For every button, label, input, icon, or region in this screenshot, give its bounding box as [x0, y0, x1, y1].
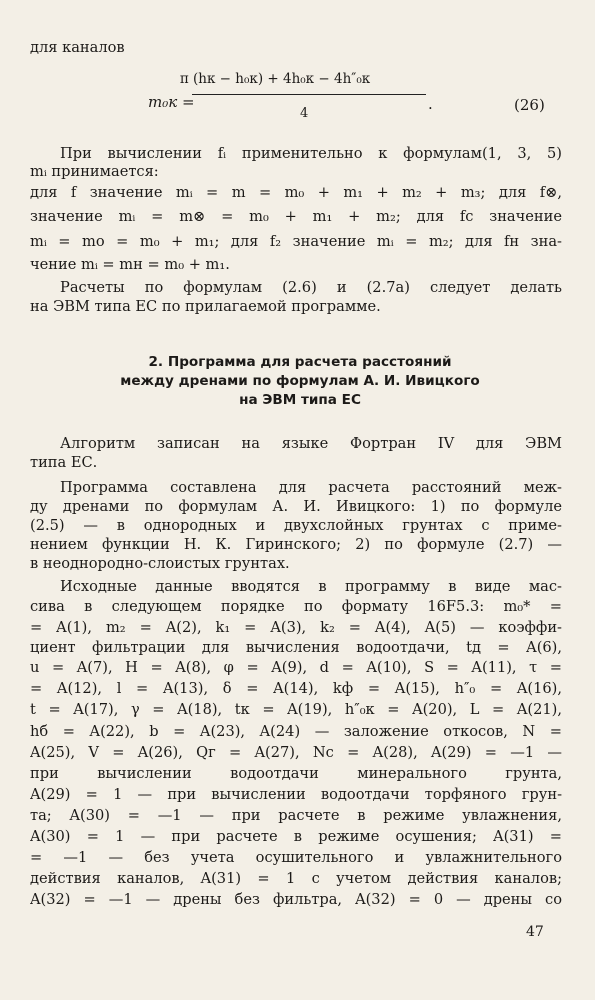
equation-trailing: . — [428, 95, 433, 113]
body-line: на ЭВМ типа ЕС по прилагаемой программе. — [30, 298, 381, 315]
body-line: для f значение mᵢ = m = m₀ + m₁ + m₂ + m₃; для f⊗, — [30, 184, 562, 201]
equation-lhs: m₀к = — [148, 93, 195, 111]
program-line: t = A(17), γ = A(18), tк = A(19), h″₀к = A(20), L = A(21), — [30, 701, 562, 718]
equation-number: (26) — [514, 96, 545, 114]
program-line: u = A(7), H = A(8), φ = A(9), d = A(10), S = A(11), τ = — [30, 659, 562, 676]
body-line: mᵢ = mо = m₀ + m₁; для f₂ значение mᵢ = m₂; для fн зна- — [30, 233, 562, 250]
body-line: чение mᵢ = mн = m₀ + m₁. — [30, 256, 230, 273]
program-line: нением функции Н. К. Гиринского; 2) по формуле (2.7) — — [30, 536, 562, 553]
body-line: При вычислении fᵢ применительно к формулам(1, 3, 5) — [60, 145, 562, 162]
program-line: = A(1), m₂ = A(2), k₁ = A(3), k₂ = A(4), A(5) — коэффи- — [30, 619, 562, 636]
body-line: Расчеты по формулам (2.6) и (2.7а) следует делать — [60, 279, 562, 296]
program-line: A(25), V = A(26), Qг = A(27), Nс = A(28), A(29) = —1 — — [30, 744, 562, 761]
program-line: сива в следующем порядке по формату 16F5.3: m₀* = — [30, 598, 562, 615]
program-line: действия каналов, A(31) = 1 с учетом действия каналов; — [30, 870, 562, 887]
program-line: (2.5) — в однородных и двухслойных грунтах с приме- — [30, 517, 562, 534]
equation-numerator: π (hк − h₀к) + 4h₀к − 4h″₀к — [179, 71, 371, 87]
program-line: при вычислении водоотдачи минерального грунта, — [30, 765, 562, 782]
program-line: циент фильтрации для вычисления водоотдачи, tд = A(6), — [30, 639, 562, 656]
page-number: 47 — [526, 924, 544, 940]
body-line: mᵢ принимается: — [30, 163, 159, 180]
program-line: A(29) = 1 — при вычислении водоотдачи торфяного грун- — [30, 786, 562, 803]
section-heading-line: на ЭВМ типа ЕС — [239, 392, 361, 408]
program-line: ду дренами по формулам А. И. Ивицкого: 1) по формуле — [30, 498, 562, 515]
program-line: Алгоритм записан на языке Фортран IV для ЭВМ — [60, 435, 562, 452]
body-line: значение mᵢ = m⊗ = m₀ + m₁ + m₂; для fс значение — [30, 208, 562, 225]
program-line: hб = A(22), b = A(23), A(24) — заложение откосов, N = — [30, 723, 562, 740]
program-line: A(30) = 1 — при расчете в режиме осушения; A(31) = — [30, 828, 562, 845]
program-line: Программа составлена для расчета расстояний меж- — [60, 479, 562, 496]
program-line: Исходные данные вводятся в программу в виде мас- — [60, 578, 562, 595]
program-line: = A(12), l = A(13), δ = A(14), kф = A(15), h″₀ = A(16), — [30, 680, 562, 697]
equation-denominator: 4 — [300, 106, 309, 121]
program-line: та; A(30) = —1 — при расчете в режиме увлажнения, — [30, 807, 562, 824]
fraction-bar — [192, 94, 426, 95]
section-heading-line: между дренами по формулам А. И. Ивицкого — [120, 373, 480, 389]
section-heading-line: 2. Программа для расчета расстояний — [148, 354, 452, 370]
program-line: A(32) = —1 — дрены без фильтра, A(32) = 0 — дрены со — [30, 891, 562, 908]
program-line: = —1 — без учета осушительного и увлажнительного — [30, 849, 562, 866]
program-line: типа ЕС. — [30, 454, 98, 471]
program-line: в неоднородно-слоистых грунтах. — [30, 555, 290, 572]
header-line: для каналов — [30, 39, 125, 56]
